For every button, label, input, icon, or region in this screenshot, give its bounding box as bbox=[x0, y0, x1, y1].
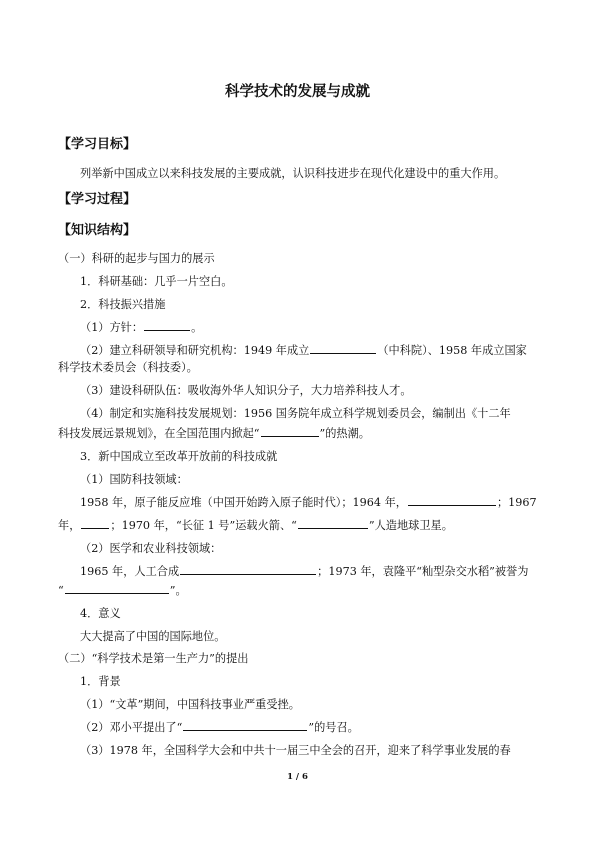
text-line: 大大提高了中国的国际地位。 bbox=[80, 630, 226, 643]
blank-line[interactable] bbox=[65, 582, 169, 594]
text-line: （1）国防科技领域： bbox=[80, 473, 188, 486]
blank-line[interactable] bbox=[180, 563, 316, 575]
text-line: 4．意义 bbox=[80, 607, 121, 620]
text-line: （1）方针： 。 bbox=[80, 321, 203, 334]
blank-line[interactable] bbox=[310, 342, 376, 354]
goal-heading: 【学习目标】 bbox=[58, 137, 137, 152]
text-line: （1）“文革”期间，中国科技事业严重受挫。 bbox=[80, 698, 300, 711]
blank-line[interactable] bbox=[261, 425, 319, 437]
text-line: （2）邓小平提出了“ ”的号召。 bbox=[80, 721, 359, 734]
blank-line[interactable] bbox=[408, 494, 496, 506]
text-line: 1958 年，原子能反应堆（中国开始跨入原子能时代）；1964 年， ；1967 bbox=[80, 496, 537, 509]
goal-text: 列举新中国成立以来科技发展的主要成就，认识科技进步在现代化建设中的重大作用。 bbox=[80, 167, 506, 180]
text-line: 年， ；1970 年，“长征 1 号”运载火箭、“ ”人造地球卫星。 bbox=[58, 519, 453, 532]
blank-line[interactable] bbox=[144, 319, 190, 331]
blank-line[interactable] bbox=[183, 719, 307, 731]
structure-heading: 【知识结构】 bbox=[58, 223, 137, 238]
part-one-title: （一）科研的起步与国力的展示 bbox=[58, 252, 215, 265]
blank-line[interactable] bbox=[81, 517, 109, 529]
text-line: （4）制定和实施科技发展规划：1956 国务院年成立科学规划委员会，编制出《十二年 bbox=[80, 407, 511, 420]
text-line: （3）1978 年，全国科学大会和中共十一届三中全会的召开，迎来了科学事业发展的春 bbox=[80, 744, 511, 757]
process-heading: 【学习过程】 bbox=[58, 192, 137, 207]
text-line: 1．科研基础：几乎一片空白。 bbox=[80, 275, 233, 288]
text-line: 2．科技振兴措施 bbox=[80, 298, 166, 311]
blank-line[interactable] bbox=[298, 517, 368, 529]
page-number: 1 / 6 bbox=[287, 772, 308, 782]
part-two-title: （二）“科学技术是第一生产力”的提出 bbox=[58, 652, 249, 665]
text-line: 科技发展远景规划》，在全国范围内掀起“ ”的热潮。 bbox=[58, 427, 370, 440]
text-line: （2）建立科研领导和研究机构：1949 年成立 （中科院）、1958 年成立国家 bbox=[80, 344, 527, 357]
text-line: “ ”。 bbox=[58, 584, 187, 597]
text-line: 科学技术委员会（科技委）。 bbox=[58, 361, 198, 374]
text-line: 1．背景 bbox=[80, 675, 121, 688]
text-line: （3）建设科研队伍：吸收海外华人知识分子，大力培养科技人才。 bbox=[80, 384, 412, 397]
text-line: 1965 年，人工合成 ；1973 年，袁隆平“籼型杂交水稻”被誉为 bbox=[80, 565, 529, 578]
page-title: 科学技术的发展与成就 bbox=[225, 84, 370, 100]
text-line: 3．新中国成立至改革开放前的科技成就 bbox=[80, 450, 278, 463]
text-line: （2）医学和农业科技领域： bbox=[80, 542, 222, 555]
